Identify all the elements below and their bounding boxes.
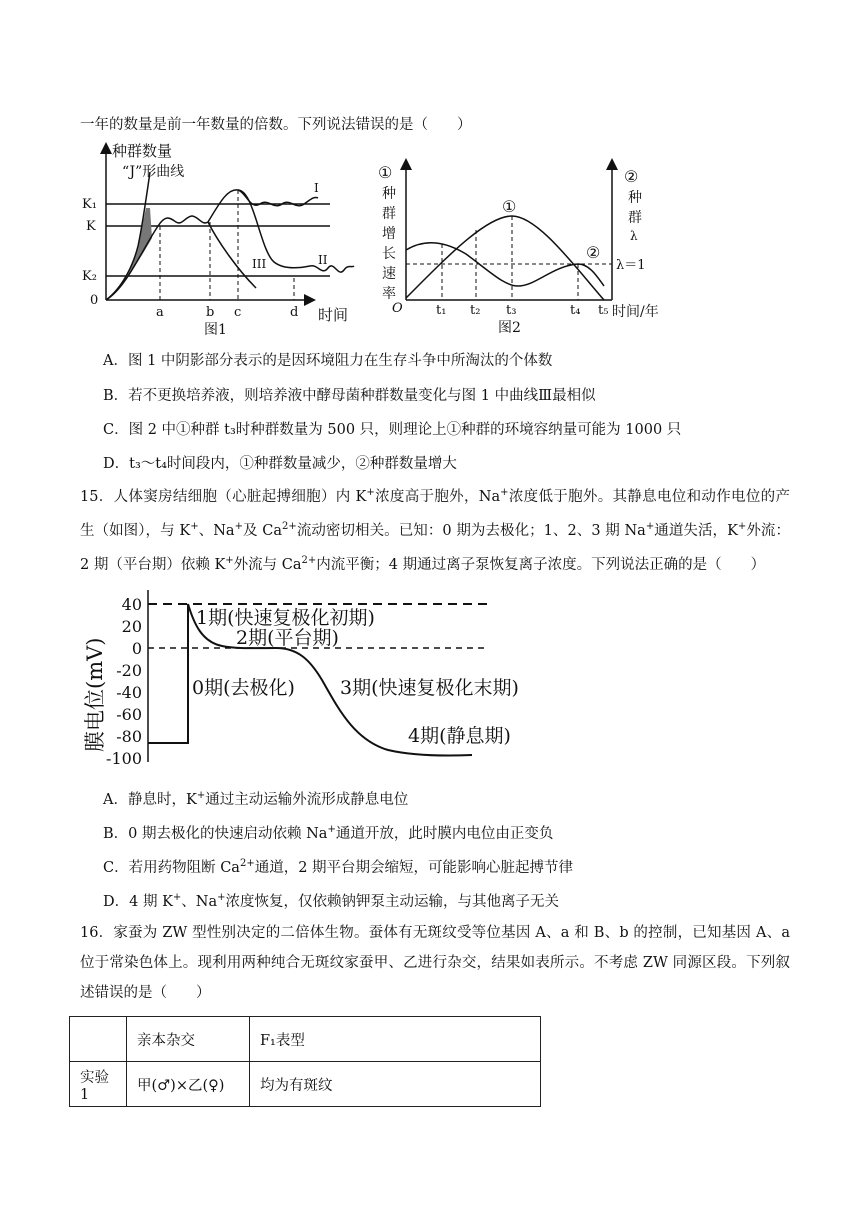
table-cell: 实验 1	[70, 1062, 127, 1107]
fig2-right-circle: ②	[624, 167, 639, 186]
table-row	[70, 1062, 541, 1107]
experiment-table	[69, 1016, 541, 1107]
fig2-left-label-4: 速	[382, 266, 396, 282]
y-tick-m60: -60	[116, 705, 142, 724]
fig1-label-ii: II	[318, 253, 328, 267]
fig2-tick-t5: t₅	[598, 303, 609, 318]
membrane-potential-chart	[76, 580, 556, 770]
q15-option-d: D．4 期 K+、Na+浓度恢复，仅依赖钠钾泵主动运输，与其他离子无关	[103, 892, 560, 910]
fig2-right-label-1: 群	[628, 210, 642, 226]
table-header-cell: 亲本杂交	[127, 1017, 250, 1062]
fig1-curve-i	[208, 190, 318, 222]
fig2-right-label-0: 种	[628, 190, 642, 206]
table-cell: 甲(♂)×乙(♀)	[127, 1062, 250, 1107]
fig2-tick-t2: t₂	[470, 303, 481, 318]
fig1-tick-d: d	[290, 305, 299, 320]
figure-1	[78, 138, 374, 348]
fig1-label-iii: III	[252, 257, 267, 271]
fig1-tick-k2: K₂	[82, 269, 97, 284]
fig2-curve-1	[406, 216, 604, 300]
table-cell: 均为有斑纹	[250, 1062, 541, 1107]
table-header-cell: F₁表型	[250, 1017, 541, 1062]
phase-label-2: 2期(平台期)	[236, 627, 339, 649]
q15-stem: 15．人体窦房结细胞（心脏起搏细胞）内 K+浓度高于胞外，Na+浓度低于胞外。其静息电位和动作电位的产生（如图），与 K+、Na+及 $Ca^{2+}$流动密切相关。已知：0 期为去极化；1、2、3 期 Na+通道失活，K+外流：2 期（平台期）依赖 K+外流与 $Ca^{2+}$内流平衡；4 期通过离子泵恢复离子浓度。下列说法正确的是（ ）	[80, 487, 790, 573]
y-tick-m80: -80	[116, 727, 142, 746]
fig1-tick-0: 0	[90, 293, 99, 308]
fig1-j-curve-label: “J”形曲线	[122, 164, 185, 180]
q15-option-c: C．若用药物阻断 $Ca^{2+}$通道，2 期平台期会缩短，可能影响心脏起搏节律	[103, 858, 574, 876]
y-tick-0: 0	[131, 639, 142, 658]
fig1-curve-iii	[208, 222, 256, 288]
fig1-ylabel: 种群数量	[112, 142, 173, 160]
fig1-tick-k1: K₁	[82, 197, 97, 212]
fig1-s-curve	[106, 216, 208, 300]
fig2-tick-t1: t₁	[436, 303, 447, 318]
fig1-tick-k: K	[86, 219, 96, 234]
fig1-tick-a: a	[156, 305, 164, 320]
fig2-lambda-label: λ＝1	[616, 258, 646, 273]
fig1-tick-c: c	[234, 305, 242, 320]
fig2-left-label-5: 率	[382, 286, 396, 302]
fig1-xlabel: 时间	[318, 306, 349, 324]
fig1-shaded-area	[106, 208, 152, 300]
y-tick-m20: -20	[116, 661, 142, 680]
fig2-peak-label-1: ①	[502, 197, 517, 216]
y-tick-m100: -100	[106, 749, 142, 768]
q15-option-a: A．静息时，K+通过主动运输外流形成静息电位	[103, 790, 409, 808]
phase-label-4: 4期(静息期)	[408, 725, 511, 747]
q14-option-a: A．图 1 中阴影部分表示的是因环境阻力在生存斗争中所淘汰的个体数	[103, 353, 553, 369]
phase-label-3: 3期(快速复极化末期)	[340, 677, 519, 699]
q14-intro: 一年的数量是前一年数量的倍数。下列说法错误的是（ ）	[80, 117, 472, 133]
fig2-origin: O	[392, 301, 403, 316]
fig2-left-circle: ①	[378, 163, 393, 182]
fig2-tick-t4: t₄	[570, 303, 581, 318]
q14-option-d: D．t₃～t₄时间段内，①种群数量减少，②种群数量增大	[103, 456, 457, 472]
fig1-tick-b: b	[206, 305, 215, 320]
phase-label-1: 1期(快速复极化初期)	[196, 607, 375, 629]
y-tick-40: 40	[121, 595, 142, 614]
fig2-peak-label-2: ②	[586, 243, 601, 262]
figure-2	[376, 158, 682, 348]
table-header-cell	[70, 1017, 127, 1062]
fig2-tick-t3: t₃	[506, 303, 517, 318]
fig1-label-i: I	[314, 181, 319, 195]
fig1-caption: 图1	[204, 322, 227, 338]
table-header-row	[70, 1017, 541, 1062]
y-tick-m40: -40	[116, 683, 142, 702]
chart-ylabel: 膜电位(mV)	[83, 637, 107, 752]
fig2-xlabel: 时间/年	[612, 304, 659, 320]
fig2-left-label-0: 种	[382, 186, 396, 202]
fig2-left-label-2: 增	[382, 226, 396, 242]
fig2-left-label-1: 群	[382, 206, 396, 222]
q14-option-c: C．图 2 中①种群 t₃时种群数量为 500 只，则理论上①种群的环境容纳量可能为 1000 只	[103, 422, 682, 438]
phase-label-0: 0期(去极化)	[192, 677, 295, 699]
y-tick-20: 20	[121, 617, 142, 636]
q14-option-b: B．若不更换培养液，则培养液中酵母菌种群数量变化与图 1 中曲线Ⅲ最相似	[103, 388, 596, 404]
y-ticks	[106, 595, 142, 768]
fig2-caption: 图2	[498, 320, 521, 336]
q15-option-b: B．0 期去极化的快速启动依赖 Na+通道开放，此时膜内电位由正变负	[103, 824, 554, 842]
fig2-right-label-2: λ	[630, 229, 638, 243]
q16-stem: 16．家蚕为 ZW 型性别决定的二倍体生物。蚕体有无斑纹受等位基因 A、a 和 B、b 的控制，已知基因 A、a 位于常染色体上。现利用两种纯合无斑纹家蚕甲、乙进行杂交，结果如表所示。不考虑 ZW 同源区段。下列叙述错误的是（ ）	[80, 925, 790, 1001]
fig2-left-label-3: 长	[382, 246, 396, 262]
